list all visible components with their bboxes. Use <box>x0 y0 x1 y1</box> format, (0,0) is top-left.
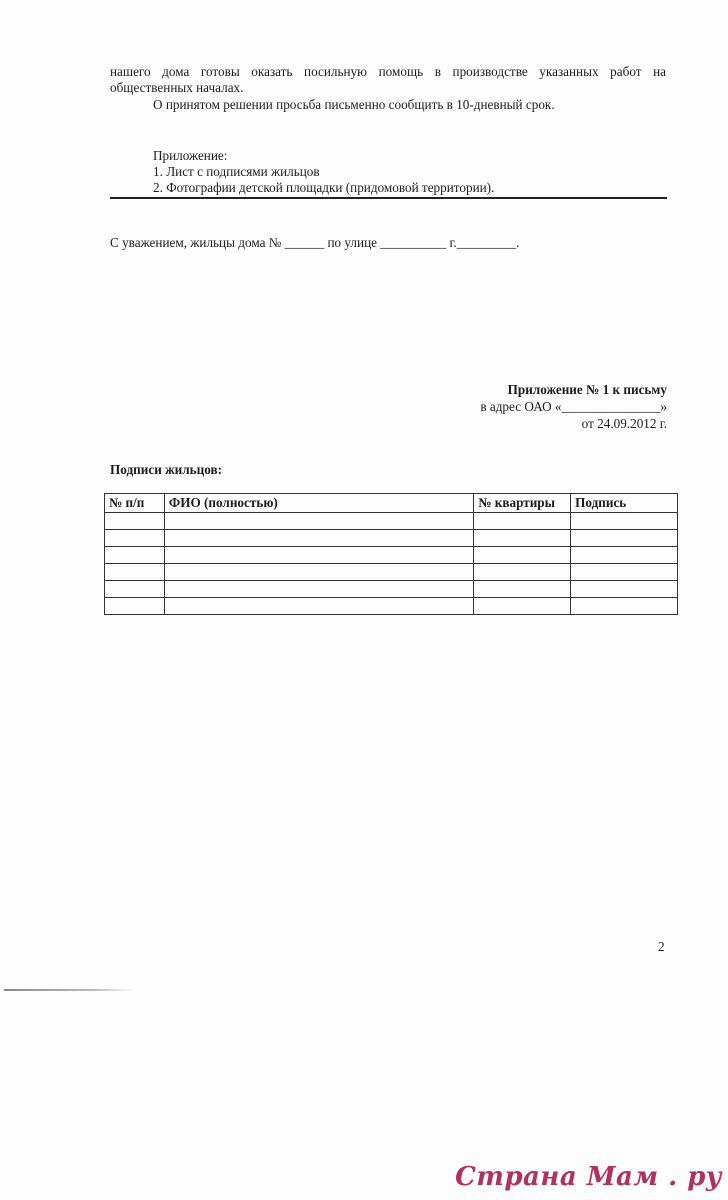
table-cell <box>474 530 571 547</box>
appendix-title: Приложение № 1 к письму <box>507 382 667 397</box>
table-cell <box>105 598 165 615</box>
column-header-number: № п/п <box>105 494 165 513</box>
table-row <box>105 581 678 598</box>
table-cell <box>164 564 473 581</box>
table-row <box>105 547 678 564</box>
signatures-table <box>104 493 678 615</box>
table-cell <box>164 513 473 530</box>
table-cell <box>105 513 165 530</box>
table-cell <box>474 581 571 598</box>
table-cell <box>164 530 473 547</box>
table-cell <box>474 564 571 581</box>
table-cell <box>105 581 165 598</box>
site-watermark: Страна Мам . ру <box>455 1162 722 1192</box>
table-cell <box>164 598 473 615</box>
scan-artifact-line <box>4 989 134 991</box>
table-cell <box>571 598 678 615</box>
column-header-full-name: ФИО (полностью) <box>164 494 473 513</box>
column-header-signature: Подпись <box>571 494 678 513</box>
paragraph-continuation: нашего дома готовы оказать посильную помощь в производстве указанных работ на общественных началах. <box>110 64 666 95</box>
attachment-item-2: 2. Фотографии детской площадки (придомовой территории). <box>153 180 495 195</box>
table-row <box>105 598 678 615</box>
page-number: 2 <box>658 939 665 954</box>
appendix-address: в адрес ОАО «_______________» <box>480 399 667 414</box>
table-cell <box>571 530 678 547</box>
table-cell <box>105 564 165 581</box>
table-cell <box>571 564 678 581</box>
column-header-apartment: № квартиры <box>474 494 571 513</box>
table-row <box>105 513 678 530</box>
table-cell <box>474 547 571 564</box>
table-cell <box>164 581 473 598</box>
table-header-row <box>105 494 678 513</box>
table-row <box>105 530 678 547</box>
closing-line: С уважением, жильцы дома № ______ по улице __________ г._________. <box>110 235 520 250</box>
table-cell <box>474 513 571 530</box>
attachment-item-1: 1. Лист с подписями жильцов <box>153 164 320 179</box>
table-cell <box>474 598 571 615</box>
horizontal-divider <box>110 197 667 199</box>
table-cell <box>105 547 165 564</box>
table-cell <box>105 530 165 547</box>
table-cell <box>571 513 678 530</box>
attachments-heading: Приложение: <box>153 148 228 163</box>
request-line: О принятом решении просьба письменно сообщить в 10-дневный срок. <box>153 97 555 112</box>
signatures-title: Подписи жильцов: <box>110 462 222 477</box>
table-cell <box>571 547 678 564</box>
table-row <box>105 564 678 581</box>
table-cell <box>164 547 473 564</box>
table-cell <box>571 581 678 598</box>
appendix-header <box>480 381 667 432</box>
appendix-date: от 24.09.2012 г. <box>581 416 667 431</box>
